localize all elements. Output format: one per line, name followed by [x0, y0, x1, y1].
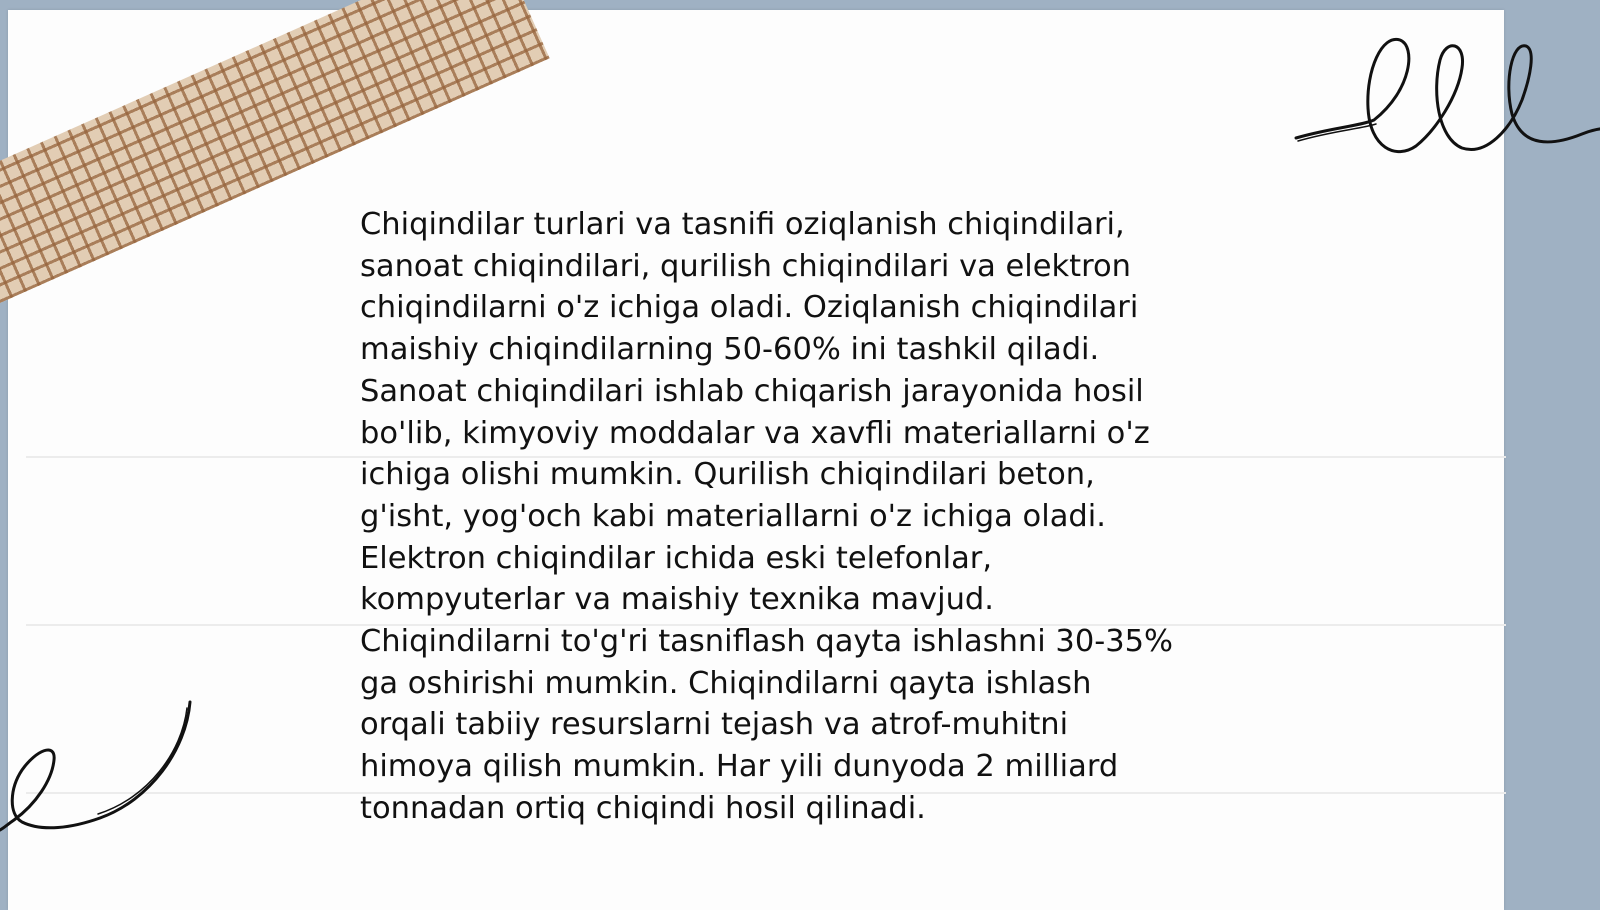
loop-swoosh-icon [0, 690, 200, 850]
slide-body-paragraph: Chiqindilar turlari va tasnifi oziqlanish chiqindilari, sanoat chiqindilari, qurilish chiqindilari va elektron chiqindilarni o'z ichiga oladi. Oziqlanish chiqindilari maishiy chiqindilarning 50-60% ini tashkil qiladi. Sanoat chiqindilari ishlab chiqarish jarayonida hosil bo'lib, kimyoviy moddalar va xavfli materiallarni o'z ichiga olishi mumkin. Qurilish chiqindilari beton, g'isht, yog'och kabi materiallarni o'z ichiga oladi. Elektron chiqindilar ichida eski telefonlar, kompyuterlar va maishiy texnika mavjud. Chiqindilarni to'g'ri tasniflash qayta ishlashni 30-35% ga oshirishi mumkin. Chiqindilarni qayta ishlash orqali tabiiy resurslarni tejash va atrof-muhitni himoya qilish mumkin. Har yili dunyoda 2 milliard tonnadan ortiq chiqindi hosil qilinadi. [360, 207, 1174, 826]
loop-scribble-icon [1290, 30, 1600, 170]
